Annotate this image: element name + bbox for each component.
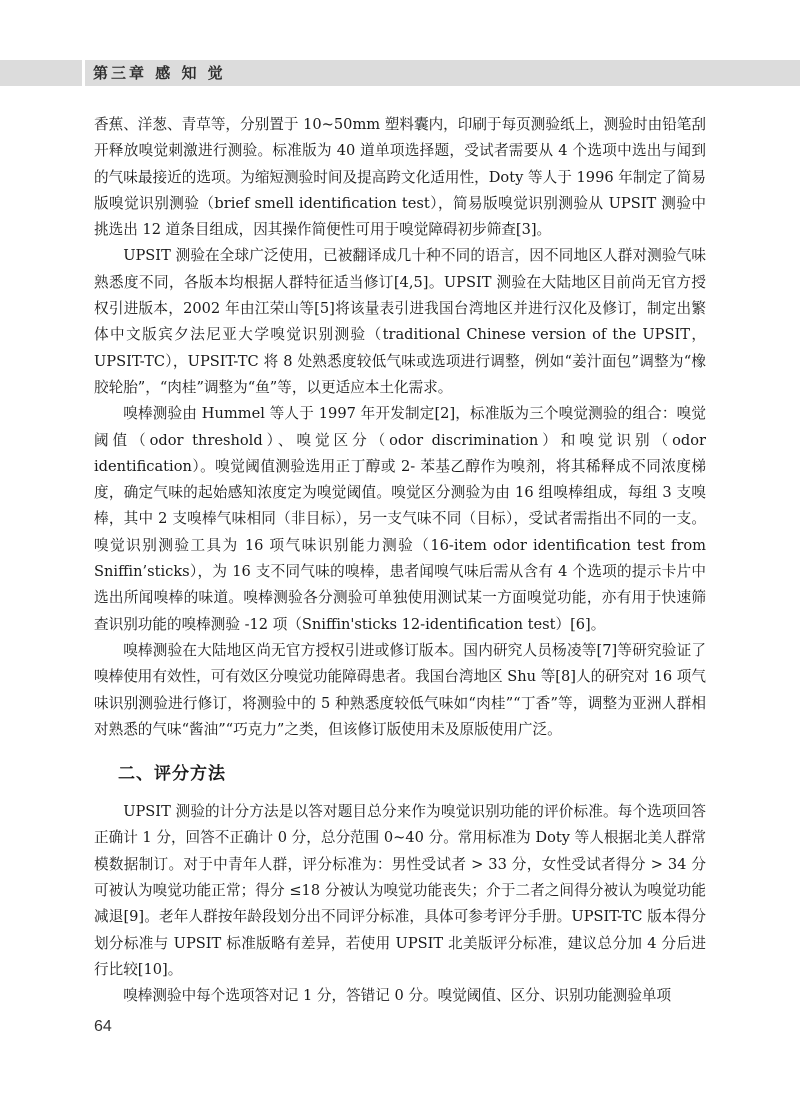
paragraph-4: 嗅棒测验在大陆地区尚无官方授权引进或修订版本。国内研究人员杨凌等[7]等研究验证了嗅棒使用有效性，可有效区分嗅觉功能障碍患者。我国台湾地区 Shu 等[8]人的研究对 16 项气味识别测验进行修订，将测验中的 5 种熟悉度较低气味如“肉桂”“丁香”等，调整为亚洲人群相对熟悉的气味“酱油”“巧克力”之类，但该修订版使用未及原版使用广泛。 [94, 641, 706, 738]
page-number: 64 [94, 1018, 112, 1035]
section-paragraph-2: 嗅棒测验中每个选项答对记 1 分，答错记 0 分。嗅觉阈值、区分、识别功能测验单项 [123, 987, 672, 1005]
section-heading: 二、评分方法 [118, 764, 226, 785]
section-paragraph-1: UPSIT 测验的计分方法是以答对题目总分来作为嗅觉识别功能的评价标准。每个选项回答正确计 1 分，回答不正确计 0 分，总分范围 0~40 分。常用标准为 Doty 等人根据北美人群常模数据制订。对于中青年人群，评分标准为：男性受试者 > 33 分，女性受试者得分 > 34 分可被认为嗅觉功能正常；得分 ≤18 分被认为嗅觉功能丧失；介于二者之间得分被认为嗅觉功能减退[9]。老年人群按年龄段划分出不同评分标准，具体可参考评分手册。UPSIT-TC 版本得分划分标准与 UPSIT 标准版略有差异，若使用 UPSIT 北美版评分标准，建议总分加 4 分后进行比较[10]。 [94, 803, 706, 978]
paragraph-1: 香蕉、洋葱、青草等，分别置于 10~50mm 塑料囊内，印刷于每页测验纸上，测验时由铅笔刮开释放嗅觉刺激进行测验。标准版为 40 道单项选择题，受试者需要从 4 个选项中选出与闻到的气味最接近的选项。为缩短测验时间及提高跨文化适用性，Doty 等人于 1996 年制定了简易版嗅觉识别测验（brief smell identification test），简易版嗅觉识别测验从 UPSIT 测验中挑选出 12 道条目组成，因其操作简便性可用于嗅觉障碍初步筛查[3]。 [94, 116, 706, 239]
paragraph-2: UPSIT 测验在全球广泛使用，已被翻译成几十种不同的语言，因不同地区人群对测验气味熟悉度不同，各版本均根据人群特征适当修订[4,5]。UPSIT 测验在大陆地区目前尚无官方授权引进版本，2002 年由江荣山等[5]将该量表引进我国台湾地区并进行汉化及修订，制定出繁体中文版宾夕法尼亚大学嗅觉识别测验（traditional Chinese version of the UPSIT，UPSIT-TC），UPSIT-TC 将 8 处熟悉度较低气味或选项进行调整，例如“姜汁面包”调整为“橡胶轮胎”，“肉桂”调整为“鱼”等，以更适应本土化需求。 [94, 247, 706, 396]
page-body [94, 112, 706, 1010]
paragraph-3: 嗅棒测验由 Hummel 等人于 1997 年开发制定[2]，标准版为三个嗅觉测验的组合：嗅觉阈值（odor threshold）、嗅觉区分（odor discrimination）和嗅觉识别（odor identification）。嗅觉阈值测验选用正丁醇或 2- 苯基乙醇作为嗅剂，将其稀释成不同浓度梯度，确定气味的起始感知浓度定为嗅觉阈值。嗅觉区分测验为由 16 组嗅棒组成，每组 3 支嗅棒，其中 2 支嗅棒气味相同（非目标），另一支气味不同（目标），受试者需指出不同的一支。嗅觉识别测验工具为 16 项气味识别能力测验（16-item odor identification test from Sniffin’sticks），为 16 支不同气味的嗅棒，患者闻嗅气味后需从含有 4 个选项的提示卡片中选出所闻嗅棒的味道。嗅棒测验各分测验可单独使用测试某一方面嗅觉功能，亦有用于快速筛查识别功能的嗅棒测验 -12 项（Sniffin'sticks 12-identification test）[6]。 [94, 405, 706, 633]
chapter-title: 第三章 感 知 觉 [93, 64, 226, 82]
header-divider [82, 60, 85, 86]
